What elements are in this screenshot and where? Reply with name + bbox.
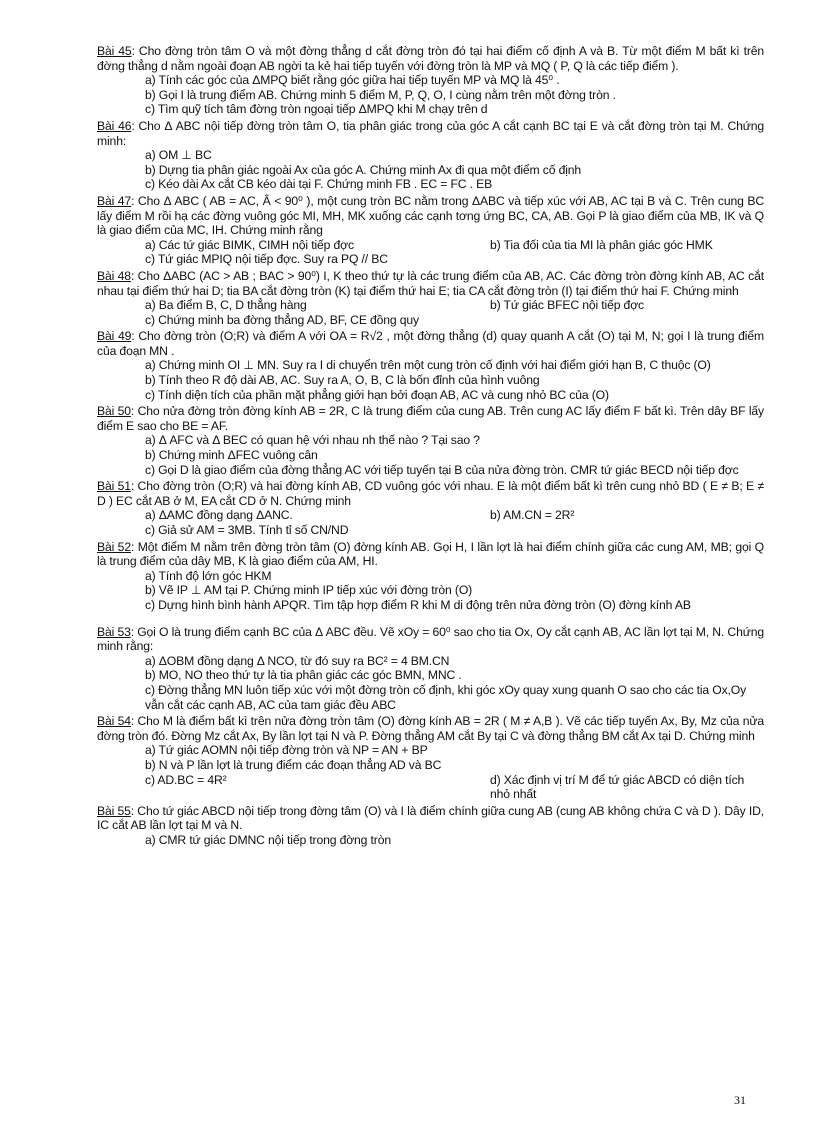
subquestion: a) Tính độ lớn góc HKM: [145, 568, 272, 583]
problem-52: [97, 540, 764, 613]
problem-54: [97, 714, 764, 802]
subquestion-row: [145, 252, 764, 267]
subquestion: a) ΔOBM đồng dạng Δ NCO, từ đó suy ra BC² = 4 BM.CN: [145, 653, 450, 668]
problem-statement: Bài 54: Cho M là điểm bất kì trên nửa đờng tròn tâm (O) đờng kính AB = 2R ( M ≠ A,B ). Vẽ các tiếp tuyến Ax, By, Mz của nửa đờng tròn đó. Đờng Mz cắt Ax, By lần lợt tại N và P. Đờng thẳng AM cắt By tại C và đờng thẳng BM cắt Ax tại D. Chứng minh: [97, 714, 764, 743]
subquestion: [490, 523, 764, 538]
problem-statement: Bài 55: Cho tứ giác ABCD nội tiếp trong đờng tâm (O) và I là điểm chính giữa cung AB (cung AB không chứa C và D ). Dây ID, IC cắt AB lần lợt tại M và N.: [97, 803, 764, 833]
problem-number: Bài 51: [97, 479, 131, 494]
problem-statement: Bài 47: Cho Δ ABC ( AB = AC, Â < 90⁰ ), một cung tròn BC nằm trong ΔABC và tiếp xúc với AB, AC tại B và C. Trên cung BC lấy điểm M rồi hạ các đờng vuông góc MI, MH, MK xuống các cạnh tơng ứng BC, CA, AB. Gọi P là giao điểm của MB, IK và Q là giao điểm của MC, IH. Chứng minh rằng: [97, 193, 764, 238]
problem-number: Bài 49: [97, 329, 132, 344]
problem-45: [97, 44, 764, 117]
problem-50: [97, 404, 764, 477]
problem-number: Bài 54: [97, 714, 131, 729]
subquestion: b) Chứng minh ΔFEC vuông cân: [145, 448, 318, 463]
subquestion: c) Đờng thẳng MN luôn tiếp xúc với một đờng tròn cố định, khi góc xOy quay xung quanh O sao cho các tia Ox,Oy vẫn cắt các cạnh AB, AC của tam giác đều ABC: [145, 682, 747, 712]
subquestion: d) Xác định vị trí M để tứ giác ABCD có diện tích nhỏ nhất: [490, 772, 745, 802]
exercise-sheet: [97, 44, 764, 849]
problem-number: Bài 55: [97, 803, 131, 818]
subquestion: b) AM.CN = 2R²: [490, 508, 575, 523]
subquestion: c) AD.BC = 4R²: [145, 772, 227, 787]
subquestion: b) Tia đối của tia MI là phân giác góc HMK: [490, 237, 713, 252]
problem-statement: Bài 48: Cho ΔABC (AC > AB ; BAC > 90⁰) I, K theo thứ tự là các trung điểm của AB, AC. Các đờng tròn đờng kính AB, AC cắt nhau tại điểm thứ hai D; tia BA cắt đờng tròn (K) tại điểm thứ hai E; tia CA cắt đờng tròn (I) tại điểm thứ hai F. Chứng minh: [97, 268, 764, 298]
subquestion: a) Các tứ giác BIMK, CIMH nội tiếp đợc: [145, 237, 354, 252]
problem-statement: Bài 53: Gọi O là trung điểm cạnh BC của Δ ABC đều. Vẽ xOy = 60⁰ sao cho tia Ox, Oy cắt cạnh AB, AC lần lợt tại M, N. Chứng minh rằng:: [97, 624, 764, 654]
subquestion: b) MO, NO theo thứ tự là tia phân giác các góc BMN, MNC .: [145, 668, 462, 683]
problem-statement: Bài 51: Cho đờng tròn (O;R) và hai đờng kính AB, CD vuông góc với nhau. E là một điểm bất kì trên cung nhỏ BD ( E ≠ B; E ≠ D ) EC cắt AB ở M, EA cắt CD ở N. Chứng minh: [97, 479, 764, 508]
subquestion: a) CMR tứ giác DMNC nội tiếp trong đờng tròn: [145, 832, 391, 847]
subquestion: [490, 252, 764, 267]
subquestion: [490, 313, 764, 328]
subquestion-row: [145, 508, 764, 523]
problem-number: Bài 45: [97, 44, 132, 58]
subquestion: c) Dựng hình bình hành APQR. Tìm tập hợp điểm R khi M di động trên nửa đờng tròn (O) đờng kính AB: [145, 597, 691, 612]
subquestion: a) OM ⊥ BC: [145, 148, 212, 163]
problem-statement: Bài 52: Một điểm M nằm trên đờng tròn tâm (O) đờng kính AB. Gọi H, I lần lợt là hai điểm chính giữa các cung AM, MB; gọi Q là trung điểm của dây MB, K là giao điểm của AM, HI.: [97, 539, 764, 569]
subquestion-row: [145, 773, 764, 802]
problem-51: [97, 479, 764, 537]
problem-statement: Bài 46: Cho Δ ABC nội tiếp đờng tròn tâm O, tia phân giác trong của góc A cắt cạnh BC tại E và cắt đờng tròn tại M. Chứng minh:: [97, 118, 764, 148]
subquestion: a) Ba điểm B, C, D thẳng hàng: [145, 298, 307, 313]
subquestion: c) Tìm quỹ tích tâm đờng tròn ngoại tiếp ΔMPQ khi M chạy trên d: [145, 102, 488, 117]
problem-number: Bài 52: [97, 539, 131, 554]
subquestion: a) Tứ giác AOMN nội tiếp đờng tròn và NP = AN + BP: [145, 743, 428, 758]
problem-number: Bài 53: [97, 624, 131, 639]
problem-47: [97, 194, 764, 267]
subquestion: b) Gọi I là trung điểm AB. Chứng minh 5 điểm M, P, Q, O, I cùng nằm trên một đờng tròn .: [145, 87, 616, 102]
problem-48: [97, 269, 764, 327]
problem-46: [97, 119, 764, 192]
subquestion: c) Giả sử AM = 3MB. Tính tỉ số CN/ND: [145, 523, 349, 537]
subquestion: c) Tính diện tích của phần mặt phẳng giới hạn bởi đoạn AB, AC và cung nhỏ BC của (O): [145, 387, 609, 402]
problem-55: [97, 804, 764, 848]
problem-statement: Bài 49: Cho đờng tròn (O;R) và điểm A với OA = R√2 , một đờng thẳng (d) quay quanh A cắt (O) tại M, N; gọi I là trung điểm của đoạn MN .: [97, 329, 764, 358]
subquestion: c) Tứ giác MPIQ nội tiếp đợc. Suy ra PQ // BC: [145, 252, 388, 267]
subquestion-row: [145, 313, 764, 328]
problem-number: Bài 47: [97, 193, 132, 208]
subquestion: b) Dựng tia phân giác ngoài Ax của góc A. Chứng minh Ax đi qua một điểm cố định: [145, 162, 582, 177]
subquestion-row: [145, 298, 764, 313]
subquestion: a) Δ AFC và Δ BEC có quan hệ với nhau nh thế nào ? Tại sao ?: [145, 433, 480, 448]
problem-53: [97, 625, 764, 713]
subquestion-row: [145, 523, 764, 538]
subquestion: c) Gọi D là giao điểm của đờng thẳng AC với tiếp tuyến tại B của nửa đờng tròn. CMR tứ giác BECD nội tiếp đợc: [145, 462, 739, 477]
problem-number: Bài 48: [97, 268, 131, 283]
problem-number: Bài 46: [97, 118, 132, 133]
subquestion: a) Chứng minh OI ⊥ MN. Suy ra I di chuyển trên một cung tròn cố định với hai điểm giới hạn B, C thuộc (O): [145, 358, 711, 373]
problem-number: Bài 50: [97, 404, 131, 419]
subquestion-row: [145, 238, 764, 253]
subquestion: c) Chứng minh ba đờng thẳng AD, BF, CE đồng quy: [145, 312, 419, 327]
problem-statement: Bài 45: Cho đờng tròn tâm O và một đờng thẳng d cắt đờng tròn đó tại hai điểm cố định A và B. Từ một điểm M bất kì trên đờng thẳng d nằm ngoài đoạn AB ngời ta kẻ hai tiếp tuyến với đờng tròn là MP và MQ ( P, Q là các tiếp điểm ).: [97, 44, 764, 73]
page-number: 31: [734, 1093, 746, 1107]
subquestion: b) Vẽ IP ⊥ AM tại P. Chứng minh IP tiếp xúc với đờng tròn (O): [145, 583, 473, 598]
subquestion: a) ΔAMC đồng dạng ΔANC.: [145, 508, 293, 523]
problem-statement: Bài 50: Cho nửa đờng tròn đờng kính AB = 2R, C là trung điểm của cung AB. Trên cung AC lấy điểm F bất kì. Trên dây BF lấy điểm E sao cho BE = AF.: [97, 404, 764, 433]
problem-49: [97, 329, 764, 402]
subquestion: b) N và P lần lợt là trung điểm các đoạn thẳng AD và BC: [145, 757, 442, 772]
subquestion: c) Kéo dài Ax cắt CB kéo dài tại F. Chứng minh FB . EC = FC . EB: [145, 177, 493, 192]
subquestion: b) Tứ giác BFEC nội tiếp đợc: [490, 298, 644, 313]
subquestion: b) Tính theo R độ dài AB, AC. Suy ra A, O, B, C là bốn đỉnh của hình vuông: [145, 373, 540, 388]
subquestion: a) Tính các góc của ΔMPQ biết rằng góc giữa hai tiếp tuyến MP và MQ là 45⁰ .: [145, 73, 560, 88]
